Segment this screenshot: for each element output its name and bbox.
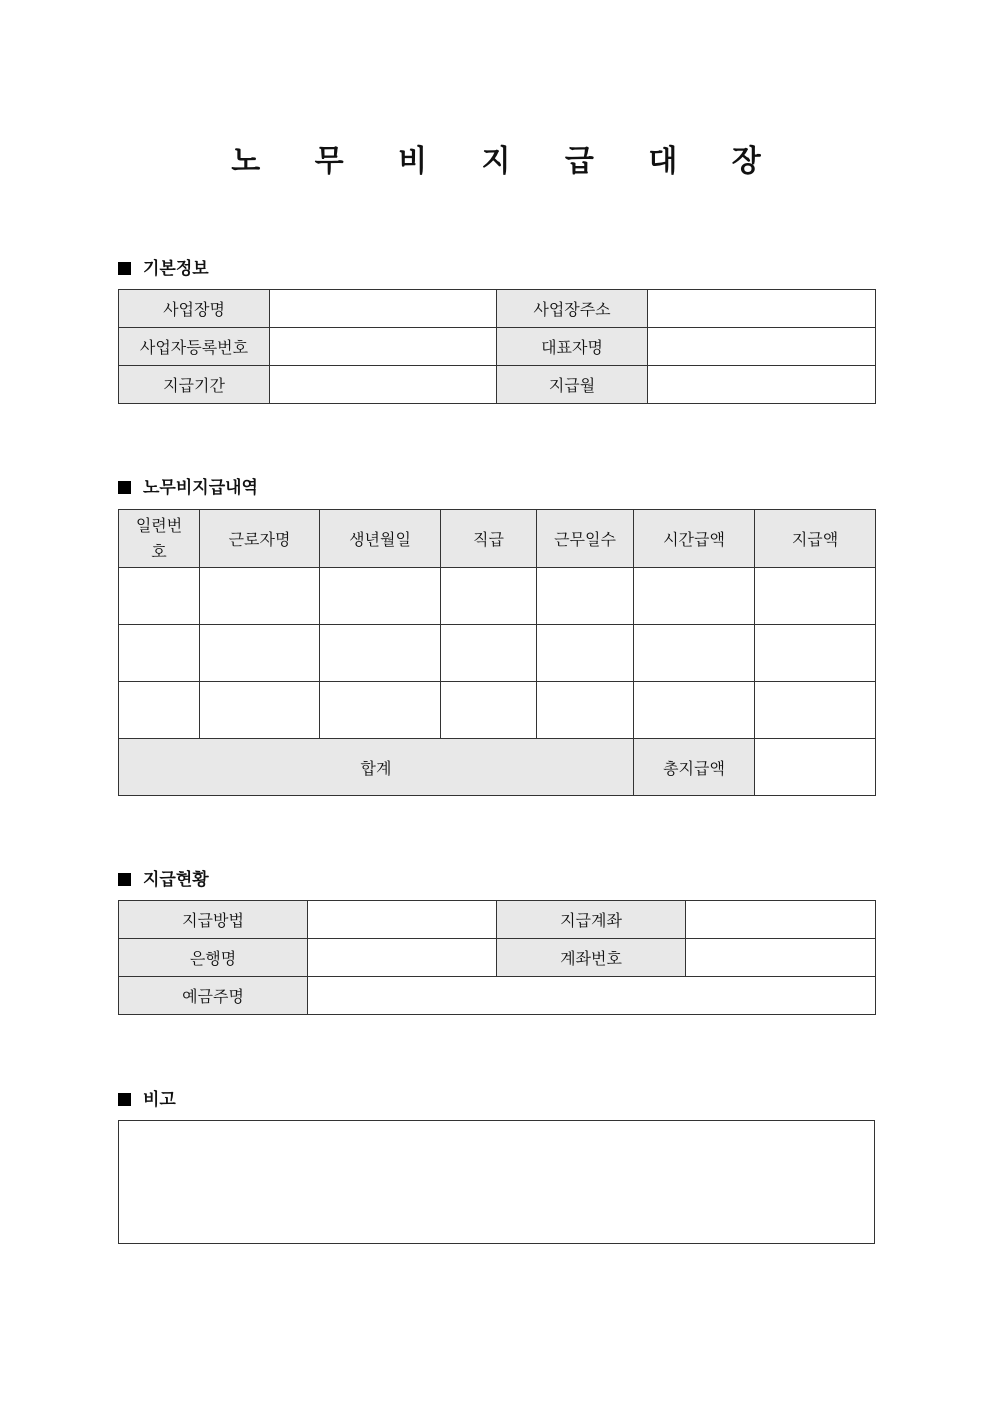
square-bullet-icon — [118, 481, 131, 494]
column-header: 시간급액 — [634, 510, 755, 568]
label-bank-name: 은행명 — [119, 939, 308, 977]
section-heading-label: 노무비지급내역 — [143, 478, 258, 498]
label-payment-month: 지급월 — [497, 366, 648, 404]
account-number-field[interactable] — [686, 939, 876, 977]
basic-info-table — [118, 289, 876, 404]
bank-name-field[interactable] — [308, 939, 497, 977]
label-payment-period: 지급기간 — [119, 366, 270, 404]
table-cell[interactable] — [200, 568, 320, 625]
column-header: 직급 — [441, 510, 537, 568]
table-row — [119, 625, 876, 682]
column-header: 생년월일 — [320, 510, 441, 568]
page-title: 노 무 비 지 급 대 장 — [231, 144, 783, 179]
table-cell[interactable] — [320, 625, 441, 682]
business-address-field[interactable] — [648, 290, 876, 328]
payment-method-field[interactable] — [308, 901, 497, 939]
table-cell[interactable] — [634, 682, 755, 739]
label-account-holder: 예금주명 — [119, 977, 308, 1015]
table-cell[interactable] — [200, 625, 320, 682]
table-row — [119, 682, 876, 739]
section-heading-remarks — [118, 1085, 176, 1110]
payment-month-field[interactable] — [648, 366, 876, 404]
section-heading-label: 비고 — [143, 1090, 176, 1110]
column-header: 일련번호 — [119, 510, 200, 568]
account-holder-field[interactable] — [308, 977, 876, 1015]
square-bullet-icon — [118, 873, 131, 886]
table-cell[interactable] — [200, 682, 320, 739]
table-cell[interactable] — [320, 568, 441, 625]
table-cell[interactable] — [441, 568, 537, 625]
square-bullet-icon — [118, 1093, 131, 1106]
table-cell[interactable] — [119, 682, 200, 739]
section-heading-basic — [118, 254, 209, 279]
column-header: 근로자명 — [200, 510, 320, 568]
label-payment-method: 지급방법 — [119, 901, 308, 939]
label-registration-number: 사업자등록번호 — [119, 328, 270, 366]
total-label: 합계 — [119, 739, 634, 796]
remarks-box[interactable] — [118, 1120, 875, 1244]
section-heading-label: 지급현황 — [143, 870, 209, 890]
total-amount-field[interactable] — [755, 739, 876, 796]
table-cell[interactable] — [755, 682, 876, 739]
table-cell[interactable] — [119, 568, 200, 625]
label-representative: 대표자명 — [497, 328, 648, 366]
section-heading-details — [118, 473, 258, 498]
table-cell[interactable] — [537, 568, 634, 625]
square-bullet-icon — [118, 262, 131, 275]
column-header: 근무일수 — [537, 510, 634, 568]
table-cell[interactable] — [537, 625, 634, 682]
table-cell[interactable] — [320, 682, 441, 739]
representative-field[interactable] — [648, 328, 876, 366]
section-heading-label: 기본정보 — [143, 259, 209, 279]
table-cell[interactable] — [119, 625, 200, 682]
label-business-address: 사업장주소 — [497, 290, 648, 328]
label-business-name: 사업장명 — [119, 290, 270, 328]
business-name-field[interactable] — [270, 290, 497, 328]
table-cell[interactable] — [537, 682, 634, 739]
column-header: 지급액 — [755, 510, 876, 568]
total-amount-label: 총지급액 — [634, 739, 755, 796]
table-row — [119, 568, 876, 625]
payment-period-field[interactable] — [270, 366, 497, 404]
table-cell[interactable] — [441, 625, 537, 682]
payment-status-table — [118, 900, 876, 1015]
table-cell[interactable] — [441, 682, 537, 739]
labor-payment-table — [118, 509, 876, 796]
payment-account-field[interactable] — [686, 901, 876, 939]
section-heading-payment — [118, 865, 209, 890]
table-cell[interactable] — [634, 568, 755, 625]
label-payment-account: 지급계좌 — [497, 901, 686, 939]
table-cell[interactable] — [755, 625, 876, 682]
table-cell[interactable] — [755, 568, 876, 625]
label-account-number: 계좌번호 — [497, 939, 686, 977]
registration-number-field[interactable] — [270, 328, 497, 366]
table-cell[interactable] — [634, 625, 755, 682]
